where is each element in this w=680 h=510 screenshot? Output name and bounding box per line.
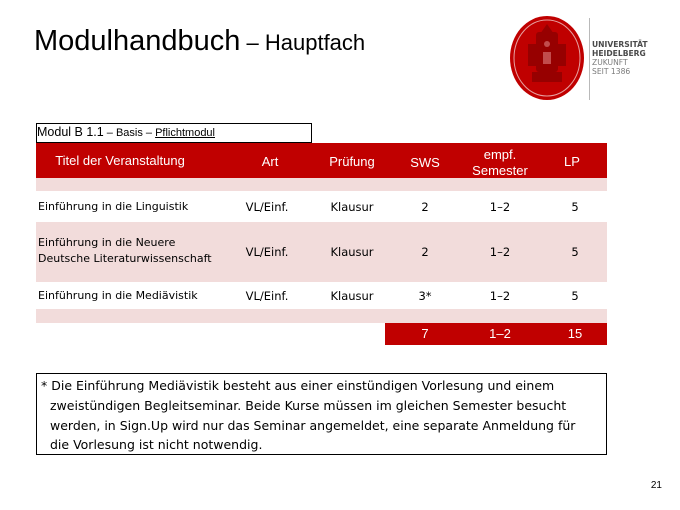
row2-lp: 5 — [571, 245, 579, 259]
total-sws: 7 — [421, 326, 429, 341]
row3-lp: 5 — [571, 289, 579, 303]
header-semester-line2: Semester — [472, 163, 528, 178]
module-code: Modul B 1.1 — [37, 125, 104, 139]
row1-title: Einführung in die Linguistik — [38, 200, 189, 213]
university-logo — [508, 14, 658, 104]
table-band — [36, 178, 607, 191]
title-dash: – — [240, 30, 265, 55]
row1-art: VL/Einf. — [245, 200, 289, 214]
row1-semester: 1–2 — [489, 200, 511, 214]
module-label — [37, 125, 215, 141]
header-lp: LP — [564, 154, 580, 169]
row2-art: VL/Einf. — [245, 245, 289, 259]
logo-line-zukunft: ZUKUNFT — [592, 58, 628, 67]
row2-title-line2: Deutsche Literaturwissenschaft — [38, 252, 212, 265]
title-subtitle: Hauptfach — [264, 30, 366, 55]
total-semester: 1–2 — [489, 326, 511, 341]
footnote-line: * Die Einführung Mediävistik besteht aus einer einstündigen Vorlesung und einem — [41, 378, 555, 393]
logo-wordmark — [592, 40, 648, 76]
row1-pruefung: Klausur — [330, 200, 374, 214]
row1-sws: 2 — [421, 200, 429, 214]
module-separator: – Basis – — [103, 127, 156, 139]
row2-pruefung: Klausur — [330, 245, 374, 259]
total-lp: 15 — [567, 326, 583, 341]
header-title: Titel der Veranstaltung — [55, 153, 185, 168]
row2-title-line1: Einführung in die Neuere — [38, 236, 176, 249]
row2-sws: 2 — [421, 245, 429, 259]
title-main: Modulhandbuch — [34, 25, 241, 57]
table-band — [36, 309, 607, 323]
page-number: 21 — [650, 480, 662, 491]
module-type: Pflichtmodul — [155, 127, 215, 139]
row3-title: Einführung in die Mediävistik — [38, 289, 198, 302]
page-title — [34, 24, 365, 60]
logo-line-universitaet: UNIVERSITÄT — [592, 40, 648, 49]
logo-line-heidelberg: HEIDELBERG — [592, 49, 646, 58]
header-pruefung: Prüfung — [329, 154, 375, 169]
header-art: Art — [261, 154, 279, 169]
logo-line-seit: SEIT 1386 — [592, 67, 631, 76]
header-semester-line1: empf. — [483, 147, 517, 162]
row1-lp: 5 — [571, 200, 579, 214]
row3-semester: 1–2 — [489, 289, 511, 303]
row3-sws: 3* — [418, 289, 432, 303]
row3-art: VL/Einf. — [245, 289, 289, 303]
row3-pruefung: Klausur — [330, 289, 374, 303]
footnote-line: werden, in Sign.Up wird nur das Seminar angemeldet, eine separate Anmeldung für — [50, 418, 576, 433]
logo-divider — [589, 18, 590, 100]
header-sws: SWS — [410, 155, 440, 170]
university-seal-icon — [508, 14, 586, 102]
footnote-line: die Vorlesung ist nicht notwendig. — [50, 437, 263, 452]
row2-semester: 1–2 — [489, 245, 511, 259]
footnote-line: zweistündigen Begleitseminar. Beide Kurse müssen im gleichen Semester besucht — [50, 398, 567, 413]
